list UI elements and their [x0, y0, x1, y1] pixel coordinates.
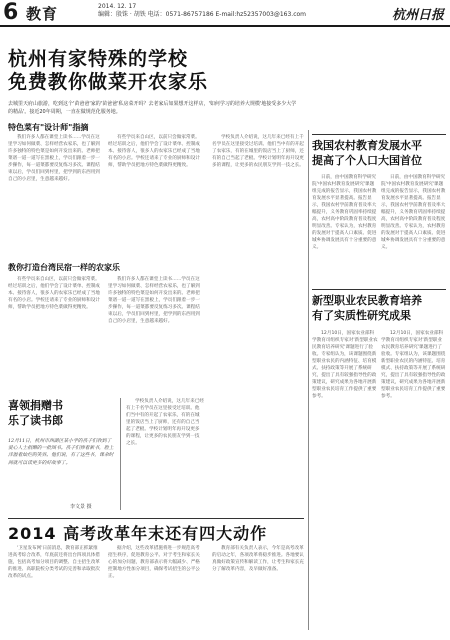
- main-body-col1b-text: 有些学员来自山区，以前只会做家常菜。经过培训之后，他们学会了设计菜单、控制成本、接待客人，很多人的农家乐已经成了当地有名的小店。学校还请来了专业的厨师和设计师，帮助学员把地方特色菜做得更精致。: [8, 277, 100, 310]
- sidebar-bottom-headline-line2: 有了实质性研究成果: [312, 309, 411, 322]
- poem-headline-line2: 乐了读书郎: [8, 414, 63, 427]
- section-name: 教育: [26, 5, 59, 23]
- masthead-meta: [98, 3, 308, 19]
- sidebar-bottom-headline-line1: 新型职业农民教育培养: [312, 294, 422, 307]
- sidebar-bottom-body-text: 12月10日，国家农业部科学教育司组织专家对'新型职业农民教育培养研究'课题进行了验收。专家组认为，该课题围绕新型职业农民的内涵特征、培育模式、扶持政策等开展了系统研究，提出了具有较强指导性的政策建议，研究成果为各地开展新型职业农民培育工作提供了重要参考。: [312, 331, 378, 399]
- masthead: [0, 0, 450, 26]
- poem-body-text: 12月11日，杭州市西湖区某小学的孩子们收到了爱心人士捐赠的一批图书。孩子们捧着新书，脸上洋溢着灿烂的笑容。他们说，有了这些书，课余时间就可以读更多的好故事了。: [8, 439, 114, 466]
- main-lead: 去城里天府山旅游，吃到这个'苗爸爸'家的'苗爸爸'私房菜开吗？去老家后如果想开这样店，'如何学习的培养大规模'地接受多少大学的精品'。接近20年周期，一直在做规范化服务地。: [8, 101, 297, 115]
- main-subhead-1: 特色菜有"设计师"指摘: [8, 123, 89, 132]
- sidebar-bottom-body-col2: [381, 330, 446, 630]
- main-headline: [8, 48, 308, 94]
- main-headline-line2: 免费教你做菜开农家乐: [8, 71, 209, 93]
- main-body-col3: [212, 134, 306, 384]
- masthead-rule: [0, 25, 450, 27]
- column-divider: [308, 130, 309, 630]
- bottom-body-col3-text: 教育部有关负责人表示，今年是高考改革的启动之年，各项改革将稳步推进。各地要认真做好政策宣传和解读工作，让考生和家长充分了解改革内容，及早做好准备。: [212, 546, 304, 572]
- issue-date: 2014. 12. 17: [98, 3, 137, 10]
- sidebar-top-body-text: 日前，由中国教育科学研究院'中国农村教育发展研究'课题组完成的报告显示，我国农村教育发展水平显著提高。报告显示，我国农村学前教育普及率大幅提升，义务教育巩固率持续提高，农村高中阶段教育普及程度明显改善。专家认为，农村教育的发展对于提高人口素质、促进城乡协调发展具有十分重要的意义。: [312, 175, 377, 250]
- main-body-col1b: [8, 276, 100, 386]
- sidebar-top-rule: [312, 134, 446, 135]
- sidebar-top-body-col1: [312, 174, 378, 286]
- page-number: 6: [3, 0, 19, 25]
- editor-credits: 编辑：殷铢 · 胡铁 电话：0571-86757186 E-mail:hz52357003@163.com: [98, 11, 307, 18]
- sidebar-top-body-text-2: 日前，由中国教育科学研究院'中国农村教育发展研究'课题组完成的报告显示，我国农村教育发展水平显著提高。报告显示，我国农村学前教育普及率大幅提升，义务教育巩固率持续提高，农村高中阶段教育普及程度明显改善。专家认为，农村教育的发展对于提高人口素质、促进城乡协调发展具有十分重要的意义。: [381, 175, 446, 250]
- main-body-col3-text: 学校负责人介绍说，这几年来已经有上千名学员在这里接受过培训。他们当中有的开起了农家乐，有的在城里的饭店当上了厨师，还有的自己当起了老板。学校计划明年再开设更多的课程，让更多的农民朋友学到一技之长。: [212, 135, 304, 168]
- main-headline-line1: 杭州有家特殊的学校: [8, 48, 189, 70]
- main-body-continuation-text: 学校负责人介绍说，这几年来已经有上千名学员在这里接受过培训。他们当中有的开起了农家乐，有的在城里的饭店当上了厨师，还有的自己当起了老板。学校计划明年再开设更多的课程，让更多的农民朋友学到一技之长。: [126, 399, 204, 446]
- bottom-body-col3: [212, 545, 306, 635]
- sidebar-top-headline: [312, 138, 446, 168]
- main-body-col2-text: 有些学员来自山区，以前只会做家常菜。经过培训之后，他们学会了设计菜单、控制成本、接待客人，很多人的农家乐已经成了当地有名的小店。学校还请来了专业的厨师和设计师，帮助学员把地方特色菜做得更精致。: [108, 135, 200, 168]
- poem-headline-line1: 喜领捐赠书: [8, 399, 63, 412]
- main-body-continuation: [126, 398, 204, 510]
- sidebar-top-headline-line1: 我国农村教育发展水平: [312, 139, 422, 152]
- sidebar-bottom-body-col1: [312, 330, 378, 630]
- main-body-col1-text: 我们许多人都在课堂上读书……学员在这里学习如何做菜、怎样经营农家乐，也了解到许多独特的特色菜是如何开发出来的。老师把菜谱一道一道写在黑板上，学员们跟着一步一步操作，每一道菜都要反复练习多次。课程结束以后，学员们回到村里，把学到的东西用到自己的小店里，生意越来越好。: [8, 135, 100, 182]
- sidebar-top-body-col2: [381, 174, 446, 286]
- bottom-body-col2-text: 据介绍，这些改革措施将进一步规范高考招生秩序，促进教育公平。对于考生和家长关心的加分问题，教育部表示将大幅减少、严格控制地方性加分项目，确保考试招生的公平公正。: [108, 546, 200, 579]
- poem-signature: 李文景 摄: [70, 504, 92, 510]
- bottom-body-col2: [108, 545, 204, 635]
- main-body-col2b-text: 我们许多人都在课堂上读书……学员在这里学习如何做菜、怎样经营农家乐，也了解到许多独特的特色菜是如何开发出来的。老师把菜谱一道一道写在黑板上，学员们跟着一步一步操作，每一道菜都要反复练习多次。课程结束以后，学员们回到村里，把学到的东西用到自己的小店里，生意越来越好。: [108, 277, 200, 324]
- newspaper-logo: 杭州日报: [391, 8, 444, 23]
- main-body-col2b: [108, 276, 204, 386]
- sidebar-top-headline-line2: 提高了个人口大国首位: [312, 154, 422, 167]
- main-subhead-2: 教你打造台湾民宿一样的农家乐: [8, 263, 120, 272]
- bottom-article-rule: [8, 518, 304, 519]
- poem-divider: [120, 398, 121, 510]
- poem-body: [8, 438, 116, 510]
- sidebar-bottom-rule: [312, 289, 446, 290]
- main-body-col2: [108, 134, 204, 254]
- sidebar-bottom-body-text-2: 12月10日，国家农业部科学教育司组织专家对'新型职业农民教育培养研究'课题进行了验收。专家组认为，该课题围绕新型职业农民的内涵特征、培育模式、扶持政策等开展了系统研究，提出了具有较强指导性的政策建议，研究成果为各地开展新型职业农民培育工作提供了重要参考。: [381, 331, 446, 399]
- sidebar-bottom-headline: [312, 293, 446, 323]
- bottom-body-col1-text: '卫星发布网'日前消息，教育部正抓紧推进高考综合改革，年底前还将出台四项具体措施，包括高考加分项目的调整、自主招生改革的推进、高职院校分类考试的完善和录取批次改革的试点。: [8, 546, 100, 579]
- bottom-headline: 2014 高考改革年末还有四大动作: [8, 524, 268, 543]
- poem-headline: [8, 398, 118, 428]
- main-body-col1: [8, 134, 100, 254]
- bottom-body-col1: [8, 545, 100, 635]
